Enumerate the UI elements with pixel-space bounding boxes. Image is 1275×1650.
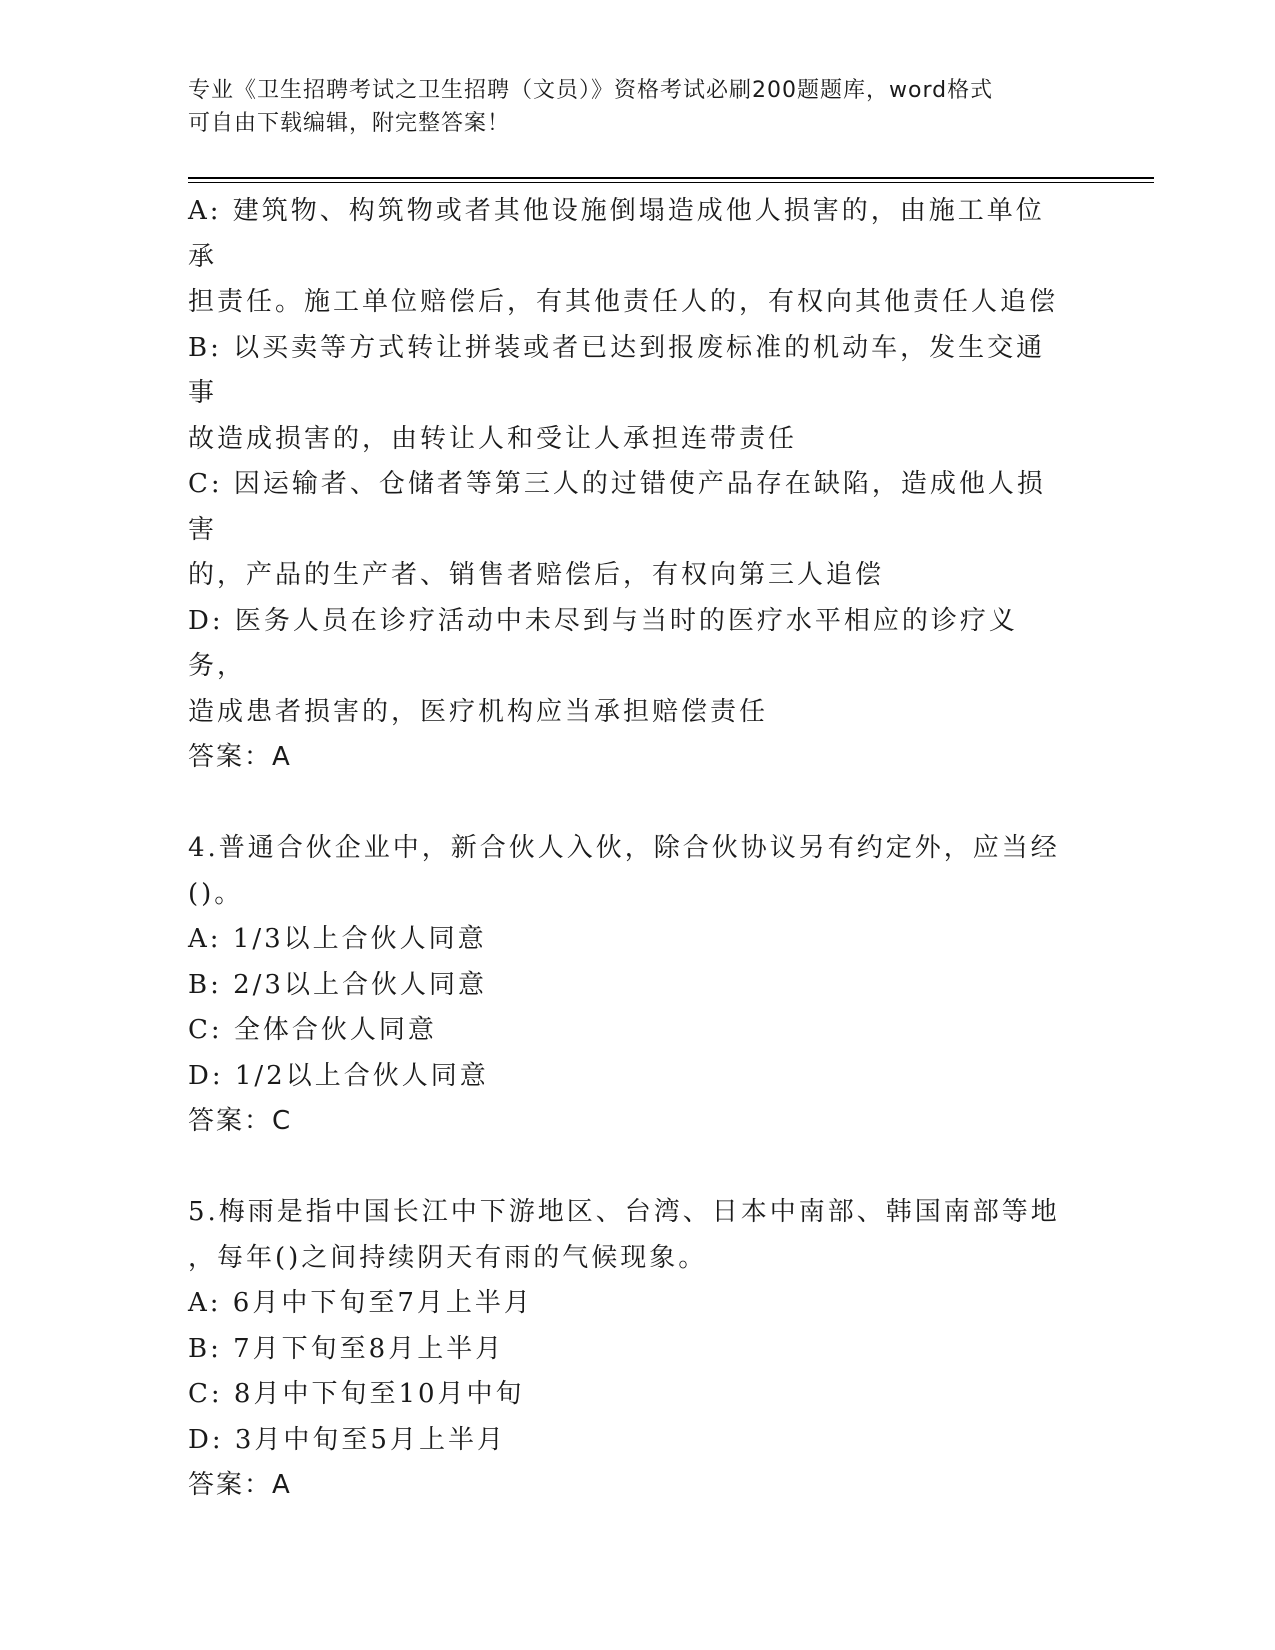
spacer (188, 1145, 1068, 1191)
q4-option-c: C: 全体合伙人同意 (188, 1015, 437, 1045)
q4-stem-line-2: ()。 (188, 878, 244, 909)
q3-option-c-line-1: C: 因运输者、仓储者等第三人的过错使产品存在缺陷，造成他人损害 (188, 469, 1046, 545)
q3-option-a-line-1: A: 建筑物、构筑物或者其他设施倒塌造成他人损害的，由施工单位承 (188, 196, 1045, 272)
q5-option-a: A: 6月中下旬至7月上半月 (188, 1288, 533, 1318)
q3-option-c-line-2: 的，产品的生产者、销售者赔偿后，有权向第三人追偿 (188, 560, 885, 590)
q3-option-b-line-1: B: 以买卖等方式转让拼装或者已达到报废标准的机动车，发生交通事 (188, 332, 1046, 408)
q5-option-c: C: 8月中下旬至10月中旬 (188, 1379, 525, 1409)
q4-option-a: A: 1/3以上合伙人同意 (188, 924, 487, 954)
header-title-line-1: 专业《卫生招聘考试之卫生招聘（文员）》资格考试必刷200题题库，word格式 (188, 78, 994, 103)
question-4 (188, 826, 1068, 1145)
q3-option-a-line-2: 担责任。施工单位赔偿后，有其他责任人的，有权向其他责任人追偿 (188, 287, 1059, 317)
question-5 (188, 1190, 1068, 1509)
document-header (188, 74, 1068, 140)
q5-option-b: B: 7月下旬至8月上半月 (188, 1333, 505, 1364)
q5-option-d: D: 3月中旬至5月上半月 (188, 1424, 506, 1455)
q3-answer: 答案：A (188, 742, 292, 772)
q4-answer: 答案：C (188, 1106, 293, 1136)
document-body (188, 189, 1068, 1509)
q3-option-d-line-1: D: 医务人员在诊疗活动中未尽到与当时的医疗水平相应的诊疗义务， (188, 605, 1018, 681)
q3-option-b-line-2: 故造成损害的，由转让人和受让人承担连带责任 (188, 423, 798, 454)
header-title-line-2: 可自由下载编辑，附完整答案！ (188, 111, 511, 136)
header-divider (188, 177, 1154, 183)
spacer (188, 781, 1068, 827)
question-3-options (188, 189, 1068, 781)
q5-answer: 答案：A (188, 1470, 292, 1500)
q4-option-b: B: 2/3以上合伙人同意 (188, 969, 487, 1000)
q5-stem-line-1: 5.梅雨是指中国长江中下游地区、台湾、日本中南部、韩国南部等地 (188, 1197, 1060, 1227)
q3-option-d-line-2: 造成患者损害的，医疗机构应当承担赔偿责任 (188, 696, 769, 727)
q5-stem-line-2: ，每年()之间持续阴天有雨的气候现象。 (188, 1242, 708, 1273)
q4-option-d: D: 1/2以上合伙人同意 (188, 1060, 489, 1091)
q4-stem-line-1: 4.普通合伙企业中，新合伙人入伙，除合伙协议另有约定外，应当经 (188, 833, 1060, 863)
